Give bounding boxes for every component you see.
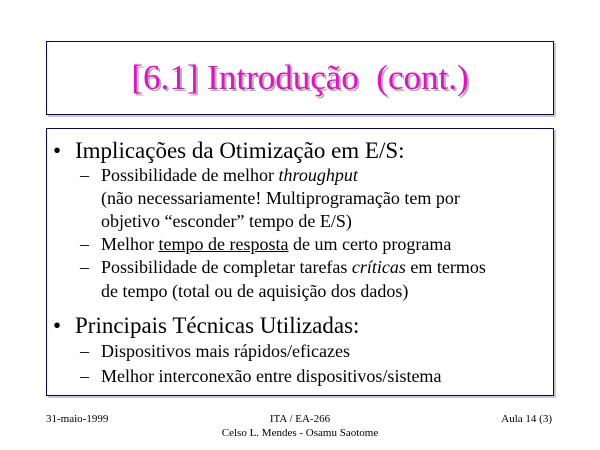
subitem-tempo-resposta <box>101 233 451 255</box>
subitem-dispositivos: Dispositivos mais rápidos/eficazes <box>101 341 350 361</box>
dash-icon: – <box>80 257 89 277</box>
footer-authors: Celso L. Mendes - Osamu Saotome <box>221 427 379 439</box>
bullet-icon: • <box>53 138 62 163</box>
emphasis-text: críticas <box>351 257 406 277</box>
subitem-text: Melhor <box>101 234 159 254</box>
bullet-icon: • <box>53 313 62 338</box>
emphasis-text: throughput <box>278 165 358 185</box>
bullet-tecnicas: Principais Técnicas Utilizadas: <box>75 313 360 338</box>
subitem-continuation: (não necessariamente! Multiprogramação tem por <box>101 188 460 208</box>
dash-icon: – <box>80 165 89 185</box>
subitem-throughput <box>101 164 358 186</box>
footer-page-number: Aula 14 (3) <box>501 413 552 425</box>
footer-date: 31-maio-1999 <box>46 413 109 425</box>
dash-icon: – <box>80 341 89 361</box>
underlined-text: tempo de resposta <box>158 234 289 254</box>
subitem-text: em termos <box>405 257 486 277</box>
subitem-text: de um certo programa <box>288 234 452 254</box>
subitem-continuation: objetivo “esconder” tempo de E/S) <box>101 211 352 231</box>
bullet-implicacoes: Implicações da Otimização em E/S: <box>75 138 405 163</box>
dash-icon: – <box>80 366 89 386</box>
subitem-tarefas-criticas <box>101 256 486 278</box>
subitem-continuation: de tempo (total ou de aquisição dos dados) <box>101 281 409 301</box>
slide-title: [6.1] Introdução (cont.) <box>131 58 469 97</box>
title-box <box>46 41 554 115</box>
dash-icon: – <box>80 234 89 254</box>
subitem-text: Possibilidade de melhor <box>101 165 279 185</box>
subitem-text: Possibilidade de completar tarefas <box>101 257 352 277</box>
subitem-interconexao: Melhor interconexão entre dispositivos/sistema <box>101 366 442 386</box>
footer-course: ITA / EA-266 <box>269 413 331 425</box>
